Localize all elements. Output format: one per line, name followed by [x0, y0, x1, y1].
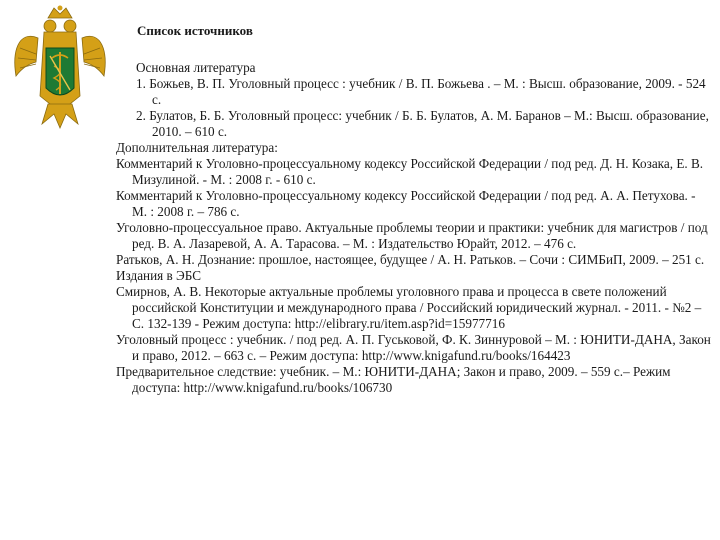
list-item: Ратьков, А. Н. Дознание: прошлое, настоящее, будущее / А. Н. Ратьков. – Сочи : СИМБиП, 2009. – 251 с.	[116, 252, 705, 267]
list-item: Уголовный процесс : учебник. / под ред. А. П. Гуськовой, Ф. К. Зиннуровой – М. : ЮНИТИ-ДАНА, Закон и право, 2012. – 663 с. – Режим доступа: http://www.knigafund.ru/books/164423	[116, 332, 711, 363]
list-item: Предварительное следствие: учебник. – М.: ЮНИТИ-ДАНА; Закон и право, 2009. – 559 с.– Режим доступа: http://www.knigafund.ru/books/106730	[116, 364, 671, 395]
basic-literature-section	[116, 60, 712, 140]
list-item: 1. Божьев, В. П. Уголовный процесс : учебник / В. П. Божьева . – М. : Высш. образование, 2009. - 524 с.	[136, 76, 706, 107]
ebs-heading: Издания в ЭБС	[116, 268, 202, 283]
list-item: Комментарий к Уголовно-процессуальному кодексу Российской Федерации / под ред. А. А. Петухова. - М. : 2008 г. – 786 с.	[116, 188, 696, 219]
list-item: Смирнов, А. В. Некоторые актуальные проблемы уголовного права и процесса в свете положений российской Конституции и международного права / Российский юридический журнал. - 2011. - №2 – С. 132-139 - Режим доступа: http://elibrary.ru/item.asp?id=15977716	[116, 284, 702, 331]
list-item: Комментарий к Уголовно-процессуальному кодексу Российской Федерации / под ред. Д. Н. Козака, Е. В. Мизулиной. - М. : 2008 г. - 610 с.	[116, 156, 704, 187]
additional-literature-heading: Дополнительная литература:	[116, 140, 278, 155]
bibliography	[116, 60, 712, 396]
list-item: 2. Булатов, Б. Б. Уголовный процесс: учебник / Б. Б. Булатов, А. М. Баранов – М.: Высш. образование, 2010. – 610 с.	[136, 108, 709, 139]
list-item: Уголовно-процессуальное право. Актуальные проблемы теории и практики: учебник для магистров / под ред. В. А. Лазаревой, А. А. Тарасова. – М. : Издательство Юрайт, 2012. – 476 с.	[116, 220, 708, 251]
page-title: Список источников	[137, 23, 253, 38]
basic-literature-heading: Основная литература	[136, 60, 256, 75]
customs-eagle-emblem-icon	[8, 4, 112, 132]
